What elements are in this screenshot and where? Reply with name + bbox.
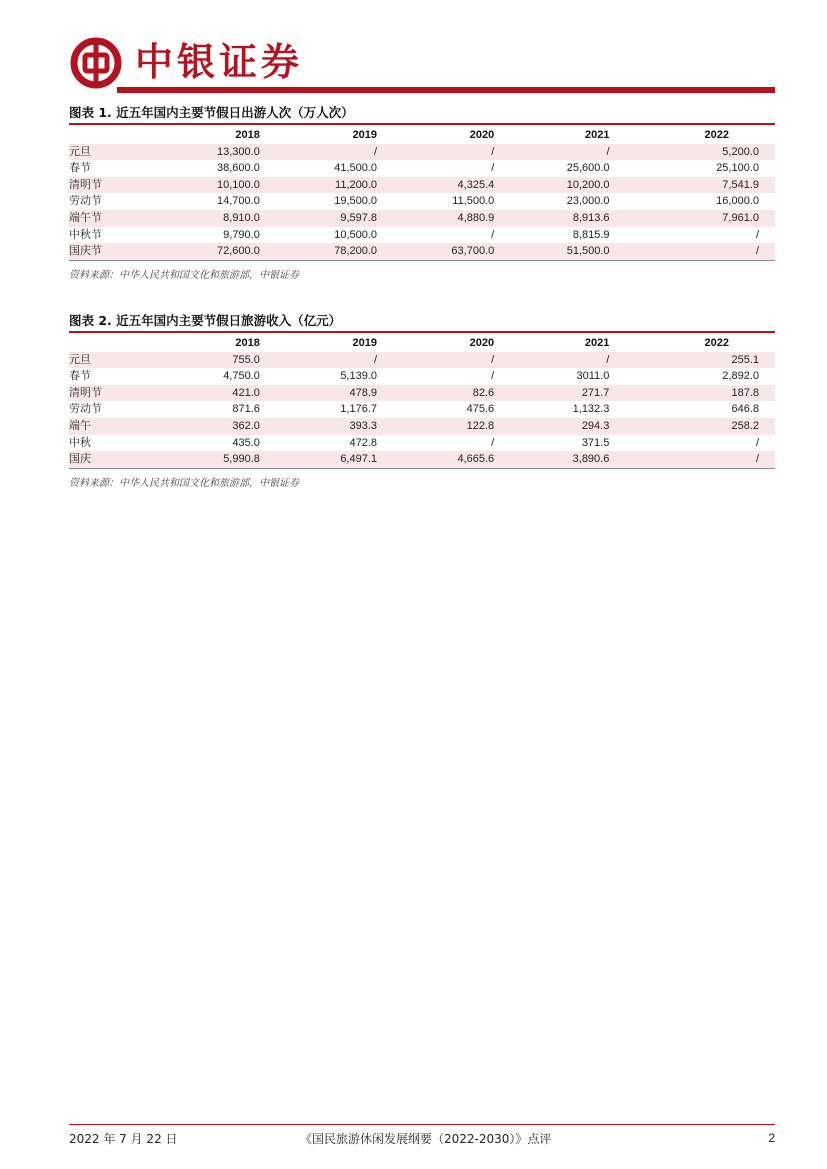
table-cell: 7,541.9 bbox=[610, 177, 775, 194]
table-row bbox=[69, 144, 775, 161]
row-label: 端午 bbox=[69, 418, 164, 435]
table-cell: 478.9 bbox=[260, 385, 377, 402]
table-cell: 362.0 bbox=[164, 418, 260, 435]
table-cell: / bbox=[491, 370, 495, 383]
table2-revenue bbox=[69, 335, 775, 469]
column-header: 2022 bbox=[704, 129, 729, 141]
brand-name: 中银证券 bbox=[135, 39, 304, 84]
row-label: 春节 bbox=[69, 161, 91, 175]
table-cell: 122.8 bbox=[377, 418, 494, 435]
table-row bbox=[69, 401, 775, 418]
table-cell: 371.5 bbox=[581, 436, 610, 449]
row-label: 国庆节 bbox=[69, 243, 164, 260]
row-label: 清明节 bbox=[69, 385, 164, 402]
table-cell: 11,200.0 bbox=[260, 177, 377, 194]
table-cell: 5,139.0 bbox=[340, 370, 378, 383]
table-cell: 3011.0 bbox=[576, 370, 610, 383]
row-label: 春节 bbox=[69, 369, 91, 383]
table-cell: 755.0 bbox=[164, 352, 260, 369]
table-cell: / bbox=[260, 352, 377, 369]
table-row bbox=[69, 193, 775, 210]
table-row bbox=[69, 451, 775, 468]
table-cell: / bbox=[755, 228, 759, 241]
header-divider bbox=[117, 87, 775, 93]
table-cell: 187.8 bbox=[609, 385, 775, 402]
table-cell: 5,200.0 bbox=[610, 144, 775, 161]
column-header: 2022 bbox=[704, 337, 729, 349]
table1-source: 资料来源：中华人民共和国文化和旅游部，中银证券 bbox=[69, 270, 299, 281]
table-cell: 10,200.0 bbox=[494, 177, 609, 194]
table2-top-rule bbox=[69, 331, 775, 333]
table-cell: 25,600.0 bbox=[566, 162, 610, 175]
table-cell: 7,961.0 bbox=[610, 210, 775, 227]
table-cell: 63,700.0 bbox=[377, 243, 494, 260]
table-cell: 393.3 bbox=[260, 418, 377, 435]
row-label: 元旦 bbox=[69, 144, 164, 161]
table-cell: 10,100.0 bbox=[164, 177, 260, 194]
row-label: 元旦 bbox=[69, 352, 164, 369]
table-cell: 4,750.0 bbox=[223, 370, 260, 383]
table-cell: 51,500.0 bbox=[494, 243, 609, 260]
table-cell: / bbox=[609, 451, 775, 468]
table-cell: 25,100.0 bbox=[716, 162, 759, 175]
table-cell: 472.8 bbox=[349, 436, 378, 449]
table-cell: 78,200.0 bbox=[260, 243, 377, 260]
table-cell: 9,597.8 bbox=[260, 210, 377, 227]
table-cell: 271.7 bbox=[494, 385, 609, 402]
row-label: 清明节 bbox=[69, 177, 164, 194]
table-row bbox=[69, 385, 775, 402]
column-header: 2021 bbox=[585, 129, 610, 141]
column-header: 2019 bbox=[352, 337, 378, 349]
table-cell: / bbox=[491, 162, 495, 175]
column-header: 2020 bbox=[469, 337, 495, 349]
footer-date: 2022 年 7 月 22 日 bbox=[69, 1132, 178, 1146]
table-row bbox=[69, 352, 775, 369]
table-cell: 8,910.0 bbox=[164, 210, 260, 227]
table1-top-rule bbox=[69, 123, 775, 125]
row-label: 中秋节 bbox=[69, 227, 102, 241]
table-cell: 258.2 bbox=[609, 418, 775, 435]
table-cell: / bbox=[494, 144, 609, 161]
table-cell: 41,500.0 bbox=[334, 162, 378, 175]
table-cell: 23,000.0 bbox=[566, 195, 610, 208]
row-label: 劳动节 bbox=[69, 402, 102, 416]
table-cell: 14,700.0 bbox=[217, 195, 260, 208]
table-row bbox=[69, 418, 775, 435]
table-cell: 435.0 bbox=[232, 436, 260, 449]
table-row bbox=[69, 177, 775, 194]
table-cell: / bbox=[494, 352, 609, 369]
table-cell: 9,790.0 bbox=[223, 228, 260, 241]
table-cell: 82.6 bbox=[377, 385, 494, 402]
table-header-row bbox=[69, 127, 775, 144]
table2-source: 资料来源：中华人民共和国文化和旅游部，中银证券 bbox=[69, 478, 299, 489]
row-label: 中秋 bbox=[69, 435, 91, 449]
table-cell: 11,500.0 bbox=[452, 195, 495, 208]
table-cell: 4,665.6 bbox=[377, 451, 494, 468]
table-cell: 421.0 bbox=[164, 385, 260, 402]
table-cell: / bbox=[491, 436, 495, 449]
table-row bbox=[69, 435, 775, 452]
table-row bbox=[69, 227, 775, 244]
table-row bbox=[69, 243, 775, 260]
table-cell: / bbox=[491, 228, 495, 241]
row-label: 国庆 bbox=[69, 451, 164, 468]
table-cell: / bbox=[260, 144, 377, 161]
table-header-row bbox=[69, 335, 775, 352]
table-cell: 475.6 bbox=[466, 403, 495, 416]
table-cell: 1,132.3 bbox=[572, 403, 610, 416]
report-header bbox=[69, 36, 775, 88]
row-label: 端午节 bbox=[69, 210, 164, 227]
bank-of-china-logo-icon bbox=[69, 36, 123, 90]
table-cell: 294.3 bbox=[494, 418, 609, 435]
table-cell: 72,600.0 bbox=[164, 243, 260, 260]
table-cell: 13,300.0 bbox=[164, 144, 260, 161]
column-header: 2021 bbox=[584, 337, 610, 349]
table-cell: 2,892.0 bbox=[722, 370, 759, 383]
page-number: 2 bbox=[768, 1131, 775, 1145]
column-header: 2020 bbox=[469, 129, 495, 141]
table-cell: / bbox=[377, 352, 494, 369]
table-row bbox=[69, 368, 775, 385]
table1-caption: 图表 1. 近五年国内主要节假日出游人次（万人次） bbox=[69, 105, 354, 120]
column-header: 2018 bbox=[235, 129, 260, 141]
table-cell: 8,913.6 bbox=[494, 210, 609, 227]
footer-divider bbox=[69, 1124, 775, 1125]
table-cell: 871.6 bbox=[232, 403, 260, 416]
table-cell: 38,600.0 bbox=[217, 162, 260, 175]
table-cell: / bbox=[755, 436, 759, 449]
table-row bbox=[69, 210, 775, 227]
table-cell: / bbox=[377, 144, 494, 161]
column-header: 2019 bbox=[352, 129, 378, 141]
table-cell: 1,176.7 bbox=[340, 403, 378, 416]
table-cell: 8,815.9 bbox=[572, 228, 610, 241]
row-label: 劳动节 bbox=[69, 194, 102, 208]
table-cell: 10,500.0 bbox=[334, 228, 378, 241]
table-cell: 4,880.9 bbox=[377, 210, 494, 227]
footer-title: 《国民旅游休闲发展纲要（2022-2030）》点评 bbox=[300, 1132, 552, 1146]
table-cell: 6,497.1 bbox=[260, 451, 377, 468]
table-cell: 4,325.4 bbox=[377, 177, 494, 194]
table-row bbox=[69, 160, 775, 177]
table2-caption: 图表 2. 近五年国内主要节假日旅游收入（亿元） bbox=[69, 313, 342, 328]
table-cell: / bbox=[610, 243, 775, 260]
table-cell: 646.8 bbox=[731, 403, 759, 416]
table1-visitors bbox=[69, 127, 775, 261]
table-cell: 255.1 bbox=[609, 352, 775, 369]
column-header: 2018 bbox=[235, 337, 260, 349]
table-cell: 19,500.0 bbox=[334, 195, 378, 208]
table-cell: 5,990.8 bbox=[164, 451, 260, 468]
table-cell: 3,890.6 bbox=[494, 451, 609, 468]
table-cell: 16,000.0 bbox=[716, 195, 759, 208]
